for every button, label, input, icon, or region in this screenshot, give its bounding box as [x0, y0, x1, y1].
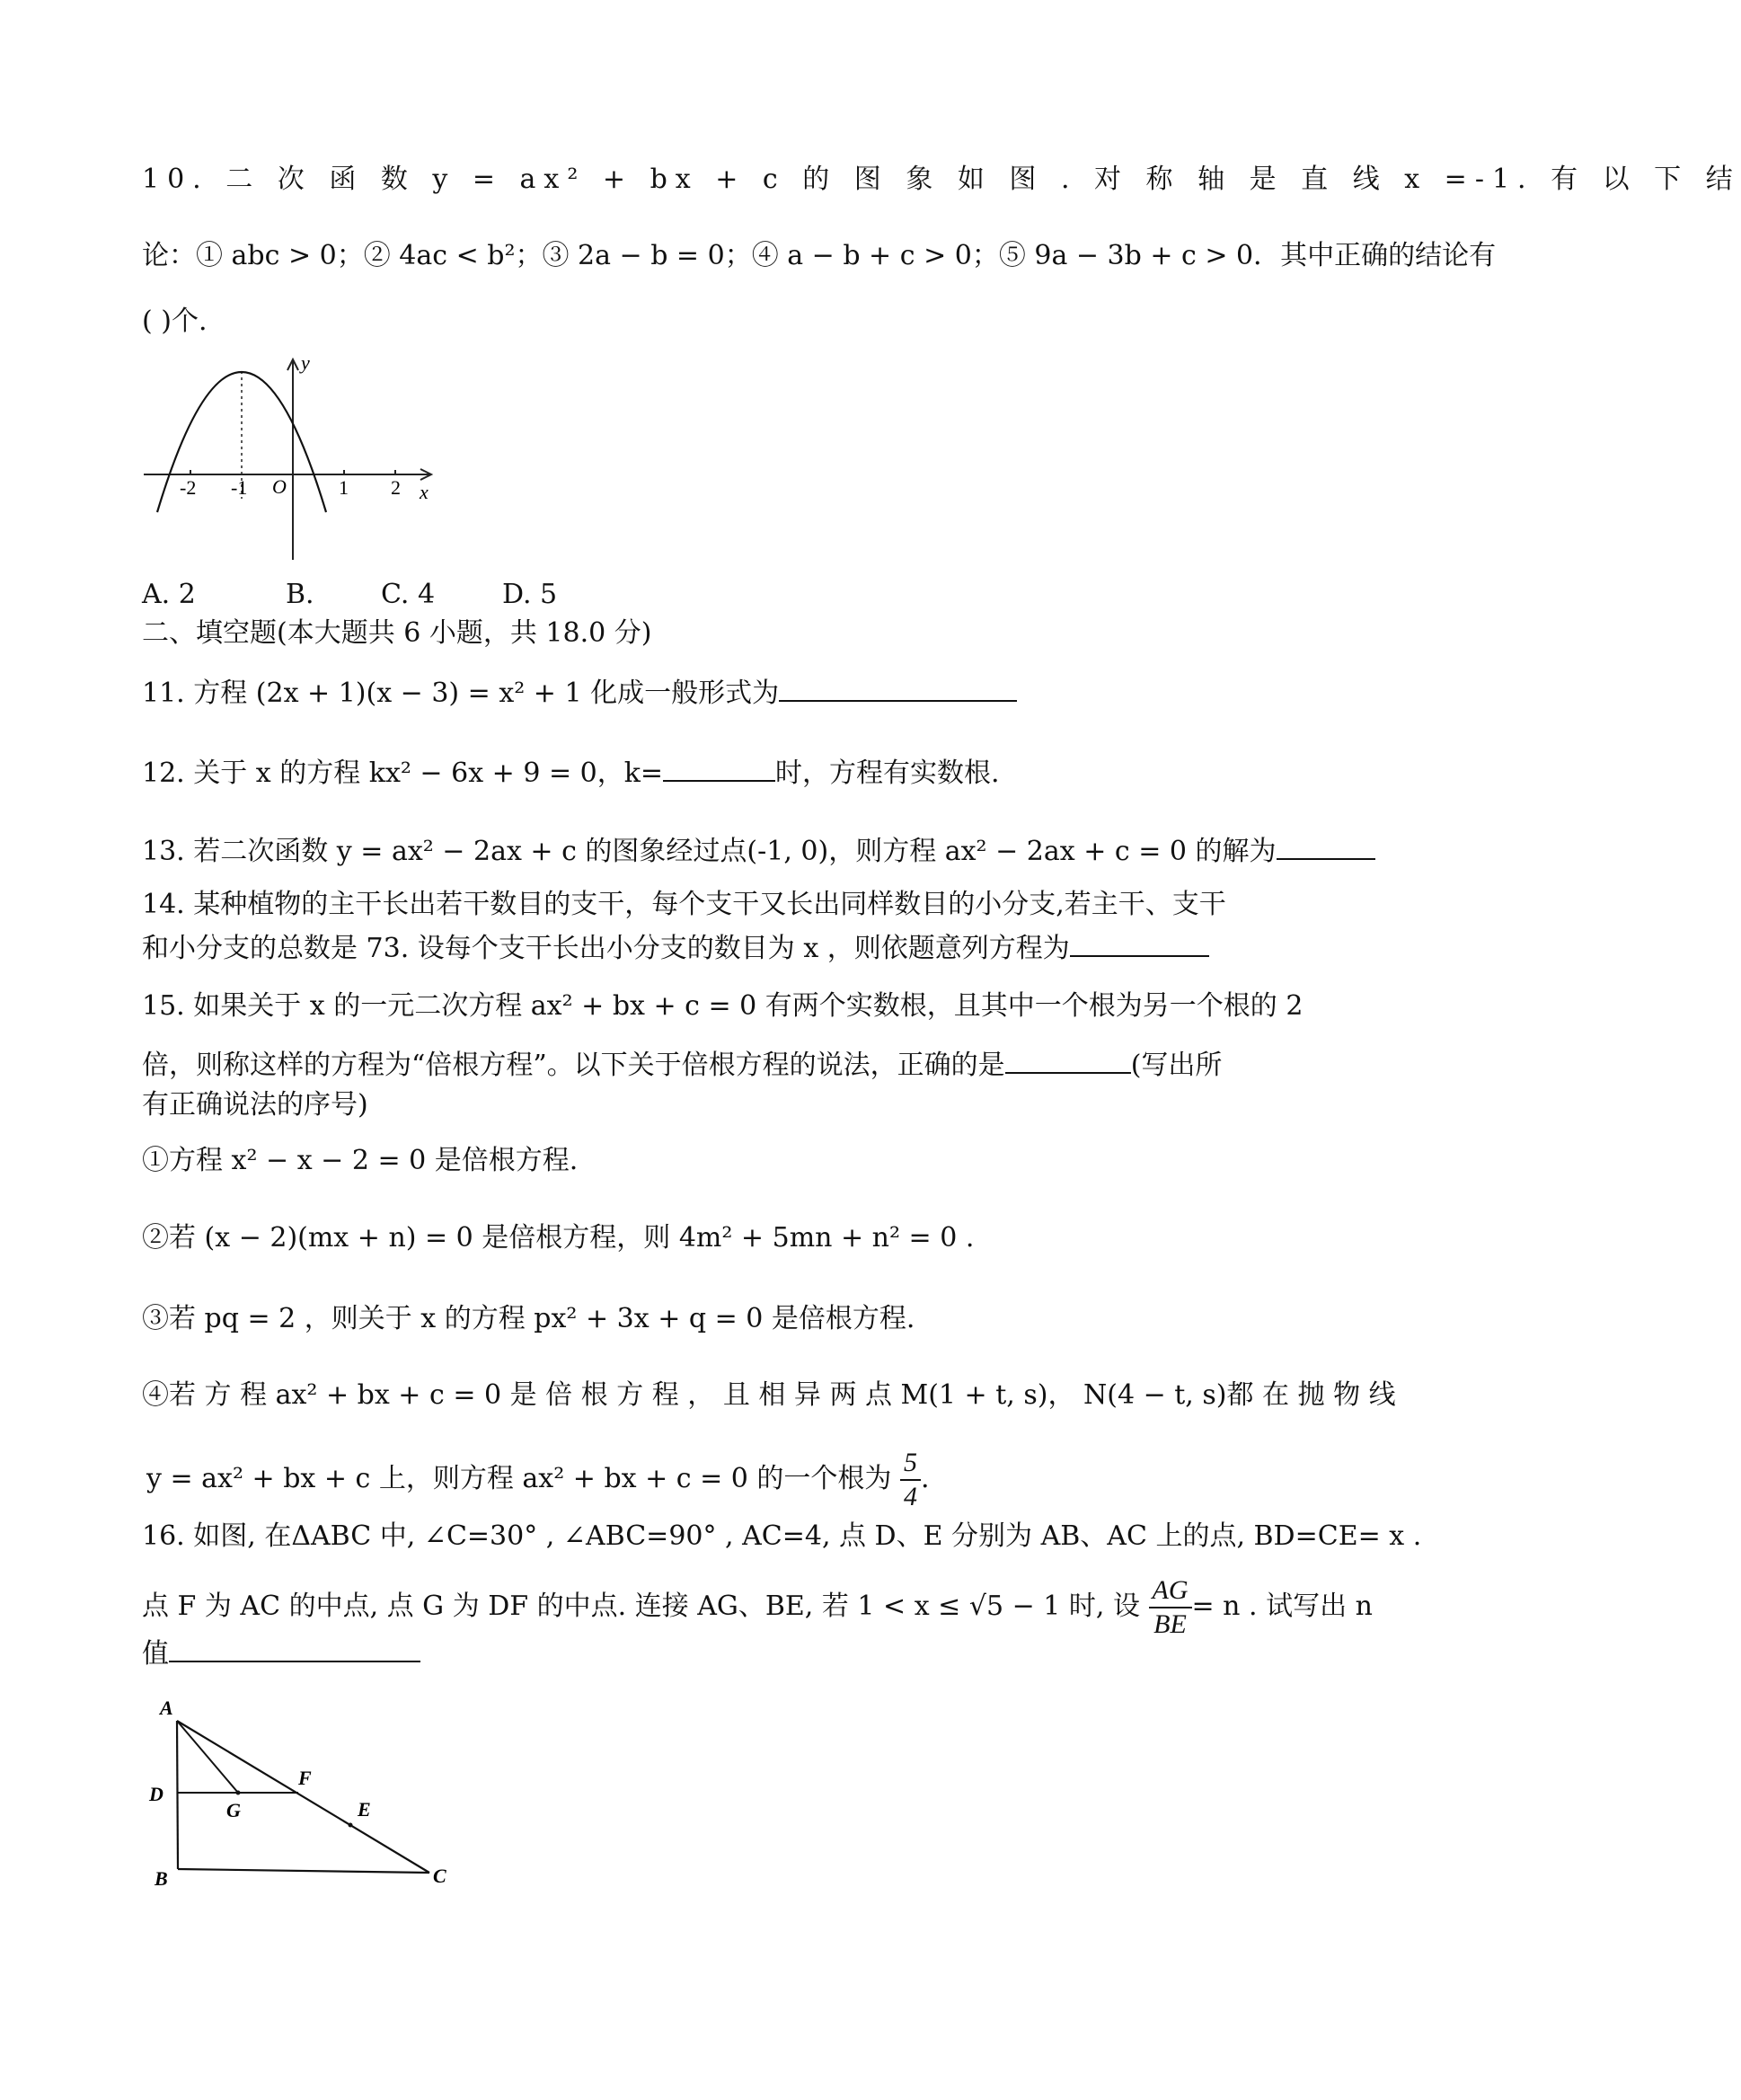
parabola-graph [139, 346, 445, 566]
label-b: B [155, 1867, 168, 1890]
fraction-numerator: 5 [900, 1447, 921, 1481]
q14-line2 [142, 928, 1209, 967]
q12-line [142, 753, 1000, 792]
q15-line3: 有正确说法的序号) [142, 1089, 368, 1121]
q15-text-a: 倍，则称这样的方程为“倍根方程”。以下关于倍根方程的说法，正确的是 [142, 1050, 1005, 1081]
q16-line1: 16. 如图, 在ΔABC 中, ∠C=30° , ∠ABC=90° , AC=4, 点 D、E 分别为 AB、AC 上的点, BD=CE= x . [142, 1520, 1422, 1552]
q13-line [142, 831, 1375, 870]
q15-item3: ③若 pq = 2 ，则关于 x 的方程 px² + 3x + q = 0 是倍根方程. [142, 1303, 915, 1334]
label-g: G [226, 1799, 241, 1821]
option-a: A. 2 [142, 579, 196, 610]
label-d: D [149, 1783, 163, 1805]
q14-answer-blank[interactable] [1070, 928, 1209, 957]
q16-text-b: = n . 试写出 n [1191, 1591, 1373, 1622]
graph-label-neg1: -1 [231, 476, 248, 499]
q16-answer-blank[interactable] [169, 1634, 420, 1662]
q11-answer-blank[interactable] [779, 673, 1017, 702]
q13-text: 13. 若二次函数 y = ax² − 2ax + c 的图象经过点(-1, 0)，则方程 ax² − 2ax + c = 0 的解为 [142, 836, 1277, 867]
triangle-figure [144, 1689, 467, 1896]
label-c: C [433, 1865, 446, 1887]
graph-label-origin: O [272, 475, 287, 498]
q16-line3 [142, 1634, 420, 1672]
option-d: D. 5 [502, 579, 558, 610]
q12-text-b: 时，方程有实数根. [775, 758, 1000, 789]
ratio-fraction [1149, 1574, 1192, 1641]
graph-label-x: x [420, 481, 429, 503]
ratio-denominator: BE [1153, 1609, 1187, 1639]
graph-label-one: 1 [339, 476, 349, 499]
label-a: A [160, 1697, 173, 1719]
section-title: 二、填空题(本大题共 6 小题，共 18.0 分) [142, 617, 652, 649]
label-f: F [298, 1767, 312, 1789]
q12-text-a: 12. 关于 x 的方程 kx² − 6x + 9 = 0，k= [142, 758, 664, 789]
graph-label-two: 2 [391, 476, 401, 499]
q10-line2: 论：① abc > 0；② 4ac < b²；③ 2a − b = 0；④ a − b + c > 0；⑤ 9a − 3b + c > 0．其中正确的结论有 [142, 240, 1497, 271]
q15-item1: ①方程 x² − x − 2 = 0 是倍根方程. [142, 1145, 579, 1176]
q15-item2: ②若 (x − 2)(mx + n) = 0 是倍根方程，则 4m² + 5mn + n² = 0 . [142, 1222, 975, 1254]
option-c: C. 4 [381, 579, 436, 610]
fraction-denominator: 4 [903, 1482, 917, 1511]
graph-label-neg2: -2 [180, 476, 197, 499]
q15-item4-end: . [920, 1463, 930, 1494]
root-fraction [900, 1447, 921, 1513]
q11-line [142, 673, 1017, 712]
graph-label-y: y [301, 351, 310, 374]
q15-item4-line1: ④若 方 程 ax² + bx + c = 0 是 倍 根 方 程 ， 且 相 异 两 点 M(1 + t, s)， N(4 − t, s)都 在 抛 物 线 [142, 1379, 1396, 1411]
q15-line1: 15. 如果关于 x 的一元二次方程 ax² + bx + c = 0 有两个实数根，且其中一个根为另一个根的 2 [142, 990, 1304, 1022]
q15-answer-blank[interactable] [1005, 1045, 1131, 1074]
option-b: B. [286, 579, 314, 610]
q15-item4-text: y = ax² + bx + c 上，则方程 ax² + bx + c = 0 的一个根为 [146, 1463, 892, 1494]
q16-line2 [142, 1574, 1373, 1641]
q10-line3: ( )个. [142, 306, 208, 337]
q15-item4-line2 [146, 1447, 930, 1513]
q14-text: 和小分支的总数是 73. 设每个支干长出小分支的数目为 x ，则依题意列方程为 [142, 933, 1070, 964]
q16-text-a: 点 F 为 AC 的中点, 点 G 为 DF 的中点. 连接 AG、BE, 若 1 < x ≤ √5 − 1 时, 设 [142, 1591, 1140, 1622]
q10-options [142, 577, 557, 613]
q15-line2 [142, 1045, 1222, 1084]
q15-text-b: (写出所 [1130, 1050, 1223, 1081]
q12-answer-blank[interactable] [663, 753, 775, 782]
q13-answer-blank[interactable] [1277, 831, 1375, 860]
q11-text: 11. 方程 (2x + 1)(x − 3) = x² + 1 化成一般形式为 [142, 678, 780, 709]
label-e: E [358, 1798, 371, 1821]
q16-text-c: 值 [142, 1638, 169, 1670]
q14-line1: 14. 某种植物的主干长出若干数目的支干，每个支干又长出同样数目的小分支,若主干、支干 [142, 889, 1226, 920]
ratio-numerator: AG [1149, 1574, 1192, 1608]
q10-line1: 10. 二 次 函 数 y = ax² + bx + c 的 图 象 如 图 . 对 称 轴 是 直 线 x =-1. 有 以 下 结 [142, 164, 1741, 195]
